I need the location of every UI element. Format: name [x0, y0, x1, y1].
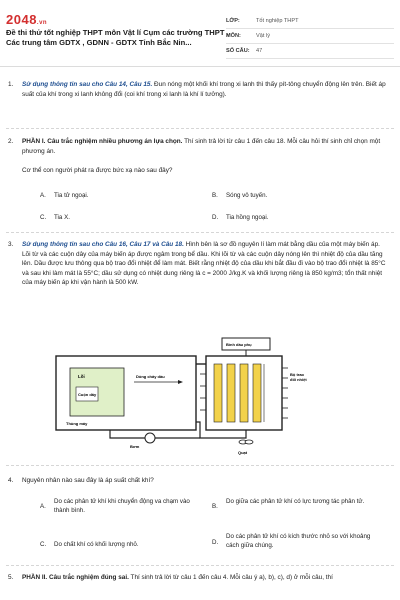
- option-text: Do giữa các phân tử khí có lực tương tác phân tử.: [226, 498, 365, 505]
- exchanger-label-line: Bộ trao: [290, 372, 304, 377]
- exchanger-tube: [253, 364, 261, 422]
- pump-label: Bơm: [130, 444, 140, 449]
- exchanger-tube: [240, 364, 248, 422]
- option-text: Tia X.: [54, 214, 70, 221]
- divider: [6, 128, 394, 129]
- question-1: [8, 80, 390, 99]
- pipe: [110, 430, 145, 438]
- option-label: B.: [212, 192, 218, 199]
- question-number: 3.: [8, 241, 14, 248]
- exchanger-tube: [227, 364, 235, 422]
- page-header: [0, 0, 400, 67]
- meta-value: Vật lý: [256, 33, 270, 39]
- meta-key: MÔN:: [226, 33, 241, 39]
- option-label: D.: [212, 214, 219, 221]
- exchanger-label: [290, 372, 307, 382]
- exchanger-tube: [214, 364, 222, 422]
- question-text: Nguyên nhân nào sau đây là áp suất chất khí?: [22, 477, 154, 484]
- exchanger-label-line: đổi nhiệt: [290, 377, 307, 382]
- fan-label: Quạt: [238, 450, 248, 455]
- meta-row-count: [226, 44, 394, 59]
- divider: [6, 565, 394, 566]
- meta-key: SỐ CÂU:: [226, 48, 250, 54]
- coil-label: Cuộn dây: [78, 392, 97, 397]
- fan-icon: [245, 440, 253, 444]
- question-number: 1.: [8, 81, 14, 88]
- option-text: Sóng vô tuyến.: [226, 192, 268, 199]
- option-text: Do chất khí có khối lượng nhỏ.: [54, 541, 139, 548]
- option-text: Tia tử ngoại.: [54, 192, 89, 199]
- question-text: Đun nóng một khối khí trong xi lanh thì thấy pít-tông chuyển động lên trên. Biết áp suất của khí trong xi lanh không đổi (coi khí trong xi lanh là khí lí tưởng).: [22, 81, 386, 98]
- question-3: [8, 240, 390, 288]
- option-label: B.: [212, 503, 218, 510]
- expansion-tank-label: Bình dầu phụ: [226, 342, 252, 347]
- tank-label: Thùng máy: [66, 421, 88, 426]
- question-4: [8, 476, 390, 486]
- question-lead: PHẦN II. Câu trắc nghiệm đúng sai.: [22, 574, 129, 581]
- question-number: 2.: [8, 138, 14, 145]
- question-2: [8, 137, 390, 156]
- meta-row-class: [226, 14, 394, 29]
- option-label: A.: [40, 503, 46, 510]
- exam-meta: [226, 14, 394, 59]
- question-lead: Sử dụng thông tin sau cho Câu 14, Câu 15.: [22, 81, 153, 88]
- option-text: Do các phân tử khí có kích thước nhỏ so với khoảng cách giữa chúng.: [226, 533, 371, 549]
- oil-flow-label: Dòng chảy dầu: [136, 374, 165, 379]
- question-5: [8, 573, 390, 583]
- option-label: D.: [212, 539, 219, 546]
- question-2-prompt: Cơ thể con người phát ra được bức xạ nào sau đây?: [22, 167, 173, 174]
- option-label: C.: [40, 214, 47, 221]
- question-text: Hình bên là sơ đồ nguyên lí làm mát bằng dầu của một máy biến áp. Lõi từ và các cuộn dây của máy biến áp được ngâm trong bể dầu. Khi lõi từ và các cuộn dây nóng lên thì nhiệt độ của dầu tăng lên. Dầu được lưu thông qua bộ trao đổi nhiệt để làm mát. Biết rằng nhiệt độ của dầu khi bắt đầu đi vào bộ trao đổi nhiệt là 85°C và sau khi làm mát là 55°C; dầu sử dụng có nhiệt dung riêng là c = 2000 J/kg.K và khối lượng riêng là 850 kg/m3; tổn thất nhiệt của máy biến áp khi vận hành là 500 kW.: [22, 241, 386, 286]
- meta-key: LỚP:: [226, 18, 240, 24]
- pump-icon: [145, 433, 155, 443]
- question-number: 4.: [8, 477, 14, 484]
- meta-value: Tốt nghiệp THPT: [256, 18, 299, 24]
- core-label: Lõi: [78, 374, 85, 379]
- site-logo[interactable]: 2048.vn: [6, 12, 48, 27]
- exam-title: Đề thi thử tốt nghiệp THPT môn Vật lí Cụm các trường THPT , Các trung tâm GDTX , GDNN - GDTX Tỉnh Bắc Nin...: [6, 28, 229, 47]
- divider: [6, 465, 394, 466]
- option-text: Do các phân tử khí khi chuyển động va chạm vào thành bình.: [54, 498, 190, 514]
- option-text: Tia hồng ngoại.: [226, 214, 269, 221]
- question-text: Thí sinh trả lời từ câu 1 đến câu 18. Mỗi câu hỏi thí sinh chỉ chọn một phương án.: [22, 138, 381, 155]
- question-lead: Sử dụng thông tin sau cho Câu 16, Câu 17 và Câu 18.: [22, 241, 184, 248]
- question-text: Thí sinh trả lời từ câu 1 đến câu 4. Mỗi câu ý a), b), c), d) ở mỗi câu, thí: [128, 574, 333, 581]
- question-lead: PHẦN I. Câu trắc nghiệm nhiều phương án lựa chọn.: [22, 138, 183, 145]
- meta-value: 47: [256, 48, 263, 54]
- option-label: A.: [40, 192, 46, 199]
- meta-row-subject: [226, 29, 394, 44]
- transformer-cooling-diagram: [50, 334, 350, 458]
- question-number: 5.: [8, 574, 14, 581]
- option-label: C.: [40, 541, 47, 548]
- divider: [6, 232, 394, 233]
